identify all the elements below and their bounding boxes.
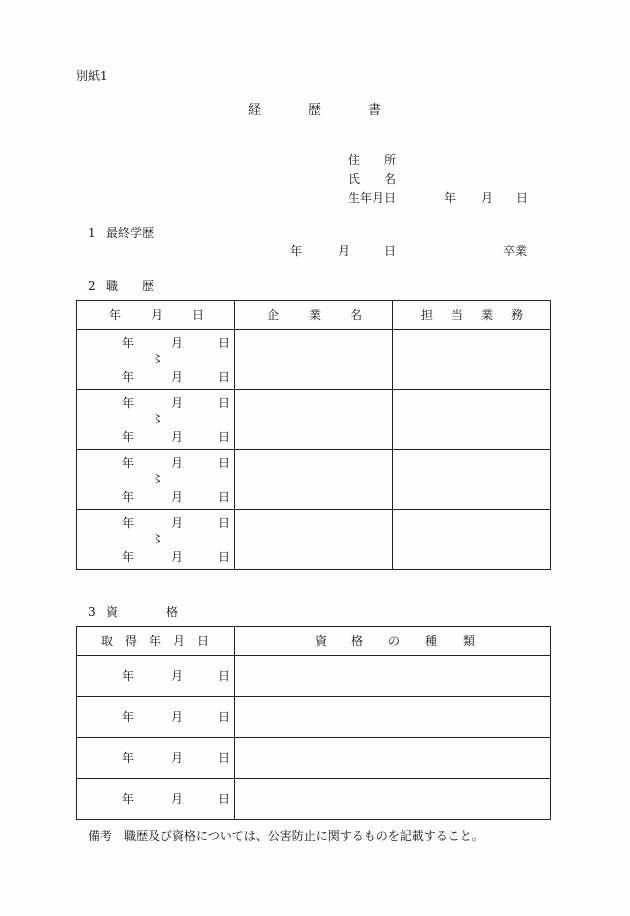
birth-month: 月: [481, 191, 494, 205]
from-year: 年: [122, 396, 135, 410]
company-cell[interactable]: [235, 330, 393, 390]
career-heading-char: 職: [106, 279, 119, 293]
to-year: 年: [122, 430, 135, 444]
from-month: 月: [171, 396, 184, 410]
to-day: 日: [218, 370, 231, 384]
section-number: 1: [88, 226, 96, 240]
attachment-label: 別紙1: [76, 69, 108, 83]
qualification-row: [77, 779, 551, 820]
from-day: 日: [218, 456, 231, 470]
from-month: 月: [171, 456, 184, 470]
acquired-day: 日: [218, 710, 231, 724]
to-day: 日: [218, 490, 231, 504]
education-month: 月: [338, 244, 351, 258]
title-char: 経: [248, 103, 262, 118]
header-char: 担: [421, 308, 434, 322]
address-label-char: 住: [348, 153, 361, 167]
from-day: 日: [218, 516, 231, 530]
to-year: 年: [122, 550, 135, 564]
qualification-header-row: [77, 627, 551, 656]
header-char: 取: [101, 634, 114, 648]
duty-cell[interactable]: [393, 390, 551, 450]
acquired-date-cell: [77, 656, 235, 697]
header-char: 業: [481, 308, 494, 322]
education-day: 日: [384, 244, 397, 258]
career-row: [77, 390, 551, 450]
career-period-cell: [77, 510, 235, 570]
acquired-day: 日: [218, 669, 231, 683]
qualification-type-cell[interactable]: [235, 656, 551, 697]
acquired-year: 年: [122, 710, 135, 724]
acquired-date-cell: [77, 779, 235, 820]
career-row: [77, 510, 551, 570]
to-year: 年: [122, 370, 135, 384]
duty-cell[interactable]: [393, 450, 551, 510]
period-separator: 〻: [152, 532, 163, 545]
address-label-char: 所: [384, 153, 397, 167]
career-period-cell: [77, 330, 235, 390]
from-day: 日: [218, 336, 231, 350]
header-char: 資: [315, 634, 328, 648]
header-char: 日: [197, 634, 210, 648]
career-heading-char: 歴: [142, 279, 155, 293]
header-char: 得: [125, 634, 138, 648]
acquired-day: 日: [218, 792, 231, 806]
remarks-label: 備考: [88, 829, 113, 843]
period-separator: 〻: [152, 412, 163, 425]
period-separator: 〻: [152, 352, 163, 365]
acquired-year: 年: [122, 751, 135, 765]
to-month: 月: [171, 430, 184, 444]
graduated-label: 卒業: [503, 244, 528, 258]
qualification-header-date: [77, 627, 235, 656]
header-char: 格: [351, 634, 364, 648]
header-char: 務: [511, 308, 524, 322]
birth-label: 生年月日: [348, 191, 397, 205]
duty-cell[interactable]: [393, 510, 551, 570]
header-char: 類: [463, 634, 476, 648]
qualification-type-cell[interactable]: [235, 697, 551, 738]
qualification-header-type: [235, 627, 551, 656]
title-char: 歴: [308, 103, 322, 118]
header-char: 月: [173, 634, 186, 648]
period-separator: 〻: [152, 472, 163, 485]
career-header-date: [77, 301, 235, 330]
to-year: 年: [122, 490, 135, 504]
header-char: の: [388, 634, 401, 648]
section-number: 3: [88, 605, 96, 619]
career-row: [77, 330, 551, 390]
header-char: 当: [451, 308, 464, 322]
company-cell[interactable]: [235, 450, 393, 510]
acquired-month: 月: [171, 792, 184, 806]
header-char: 種: [425, 634, 438, 648]
section-number: 2: [88, 279, 96, 293]
acquired-date-cell: [77, 697, 235, 738]
qualification-type-cell[interactable]: [235, 779, 551, 820]
qualification-row: [77, 656, 551, 697]
header-char: 名: [350, 308, 363, 322]
career-header-company: [235, 301, 393, 330]
birth-year: 年: [444, 191, 457, 205]
qualification-row: [77, 697, 551, 738]
from-year: 年: [122, 516, 135, 530]
name-label-char: 氏: [348, 172, 361, 186]
career-header-duty: [393, 301, 551, 330]
from-day: 日: [218, 396, 231, 410]
acquired-month: 月: [171, 710, 184, 724]
qualification-row: [77, 738, 551, 779]
header-char: 業: [309, 308, 322, 322]
career-header-row: [77, 301, 551, 330]
header-day: 日: [192, 308, 205, 322]
acquired-month: 月: [171, 751, 184, 765]
acquired-month: 月: [171, 669, 184, 683]
acquired-year: 年: [122, 792, 135, 806]
header-month: 月: [151, 308, 164, 322]
career-row: [77, 450, 551, 510]
from-month: 月: [171, 516, 184, 530]
name-label-char: 名: [384, 172, 397, 186]
from-month: 月: [171, 336, 184, 350]
acquired-date-cell: [77, 738, 235, 779]
education-heading: 最終学歴: [106, 226, 155, 240]
career-table: [76, 300, 551, 570]
duty-cell[interactable]: [393, 330, 551, 390]
education-year: 年: [290, 244, 303, 258]
qualification-type-cell[interactable]: [235, 738, 551, 779]
company-cell[interactable]: [235, 510, 393, 570]
career-period-cell: [77, 390, 235, 450]
company-cell[interactable]: [235, 390, 393, 450]
to-day: 日: [218, 430, 231, 444]
header-char: 企: [267, 308, 280, 322]
title-char: 書: [368, 103, 382, 118]
qualification-heading-char: 資: [106, 605, 119, 619]
to-day: 日: [218, 550, 231, 564]
to-month: 月: [171, 550, 184, 564]
to-month: 月: [171, 490, 184, 504]
header-year: 年: [109, 308, 122, 322]
from-year: 年: [122, 456, 135, 470]
to-month: 月: [171, 370, 184, 384]
qualification-table: [76, 626, 551, 820]
birth-day: 日: [516, 191, 529, 205]
acquired-day: 日: [218, 751, 231, 765]
from-year: 年: [122, 336, 135, 350]
remarks-text: 職歴及び資格については、公害防止に関するものを記載すること。: [124, 829, 484, 843]
career-period-cell: [77, 450, 235, 510]
acquired-year: 年: [122, 669, 135, 683]
qualification-heading-char: 格: [166, 605, 179, 619]
header-char: 年: [149, 634, 162, 648]
